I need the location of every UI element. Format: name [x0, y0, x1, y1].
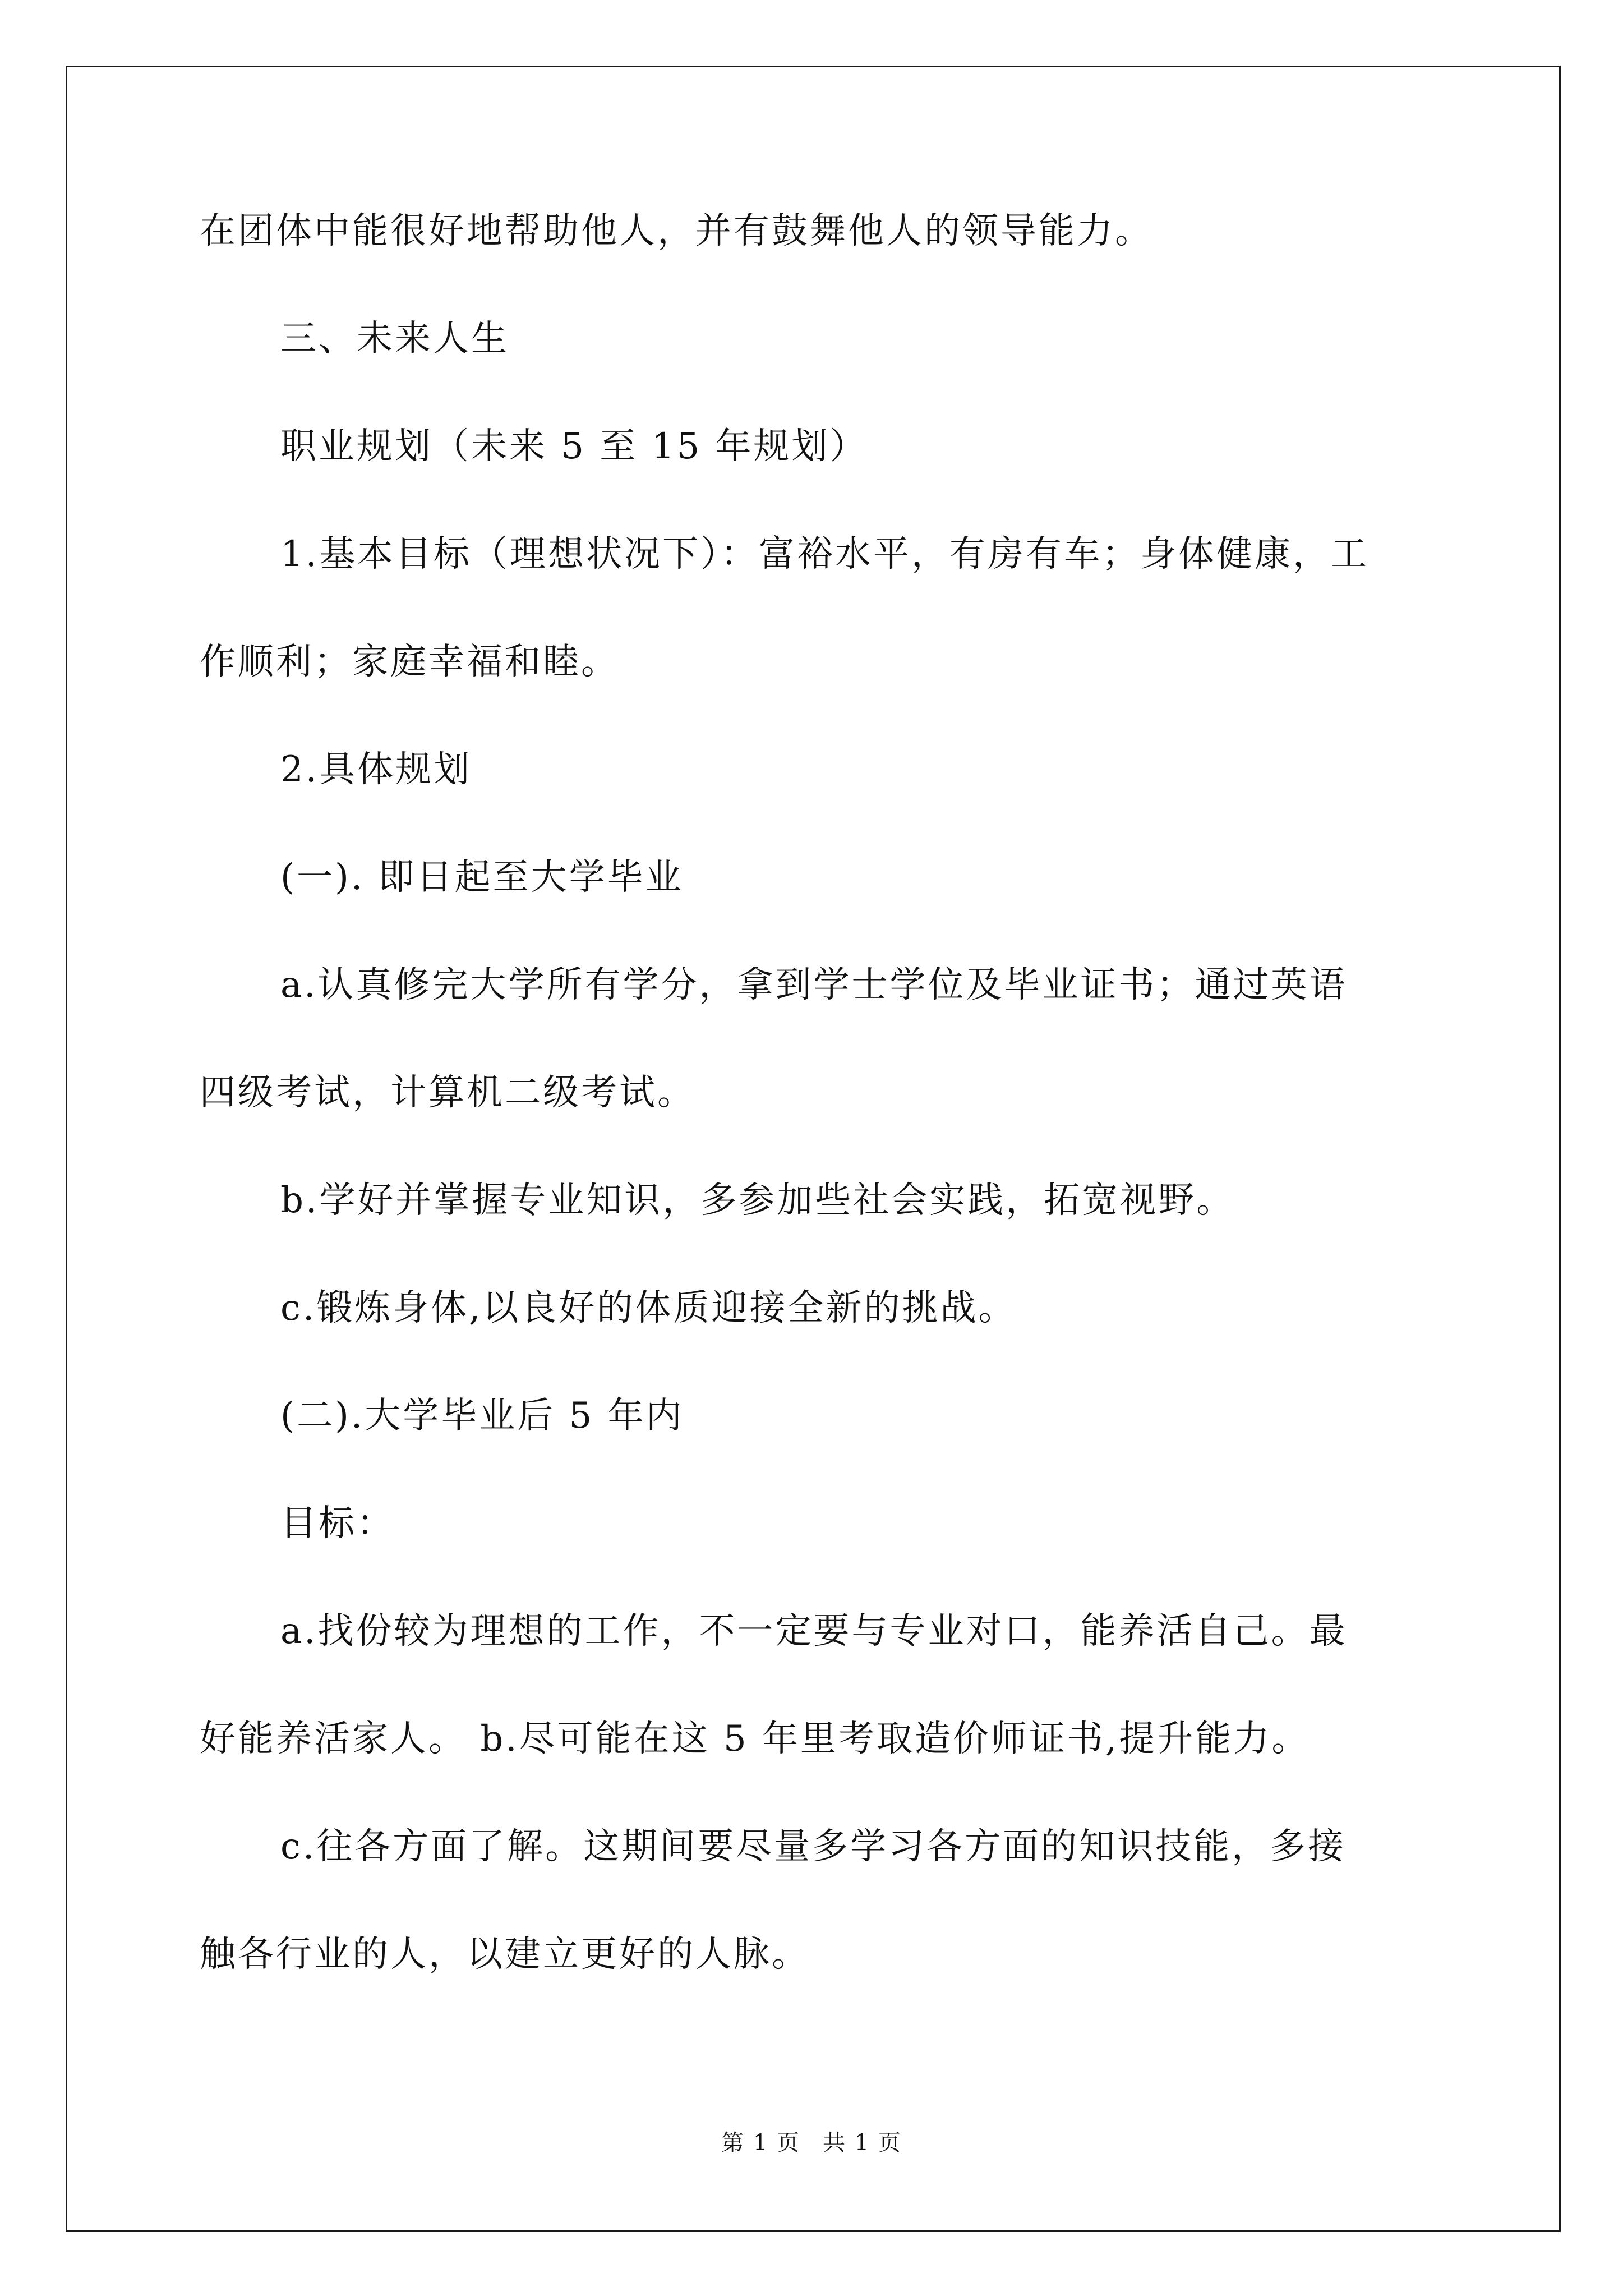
page-number: 第 1 页 — [721, 2130, 800, 2156]
page-border — [66, 66, 1561, 2232]
text-line: 目标： — [280, 1503, 395, 1544]
text-line: c.往各方面了解。这期间要尽量多学习各方面的知识技能，多接 — [280, 1826, 1347, 1867]
text-line: 作顺利；家庭幸福和睦。 — [200, 641, 619, 683]
text-line: 在团体中能很好地帮助他人，并有鼓舞他人的领导能力。 — [200, 210, 1153, 252]
subsection-heading: (一). 即日起至大学毕业 — [280, 857, 684, 898]
text-line: c.锻炼身体,以良好的体质迎接全新的挑战。 — [280, 1287, 1017, 1329]
subsection-heading: 职业规划（未来 5 至 15 年规划） — [280, 426, 868, 467]
page-footer — [0, 2126, 1623, 2160]
text-line: b.学好并掌握专业知识，多参加些社会实践，拓宽视野。 — [280, 1180, 1235, 1221]
section-heading: 三、未来人生 — [280, 318, 509, 360]
subsection-heading: 2.具体规划 — [280, 749, 472, 790]
subsection-heading: (二).大学毕业后 5 年内 — [280, 1395, 684, 1437]
text-line: 好能养活家人。 b.尽可能在这 5 年里考取造价师证书,提升能力。 — [200, 1718, 1310, 1760]
text-line: 四级考试，计算机二级考试。 — [200, 1072, 695, 1114]
text-line: a.找份较为理想的工作，不一定要与专业对口，能养活自己。最 — [280, 1611, 1348, 1652]
text-line: 1.基本目标（理想状况下）：富裕水平，有房有车；身体健康，工 — [280, 533, 1370, 575]
text-line: a.认真修完大学所有学分，拿到学士学位及毕业证书；通过英语 — [280, 964, 1348, 1006]
text-line: 触各行业的人，以建立更好的人脉。 — [200, 1934, 810, 1975]
page-total: 共 1 页 — [823, 2130, 902, 2156]
